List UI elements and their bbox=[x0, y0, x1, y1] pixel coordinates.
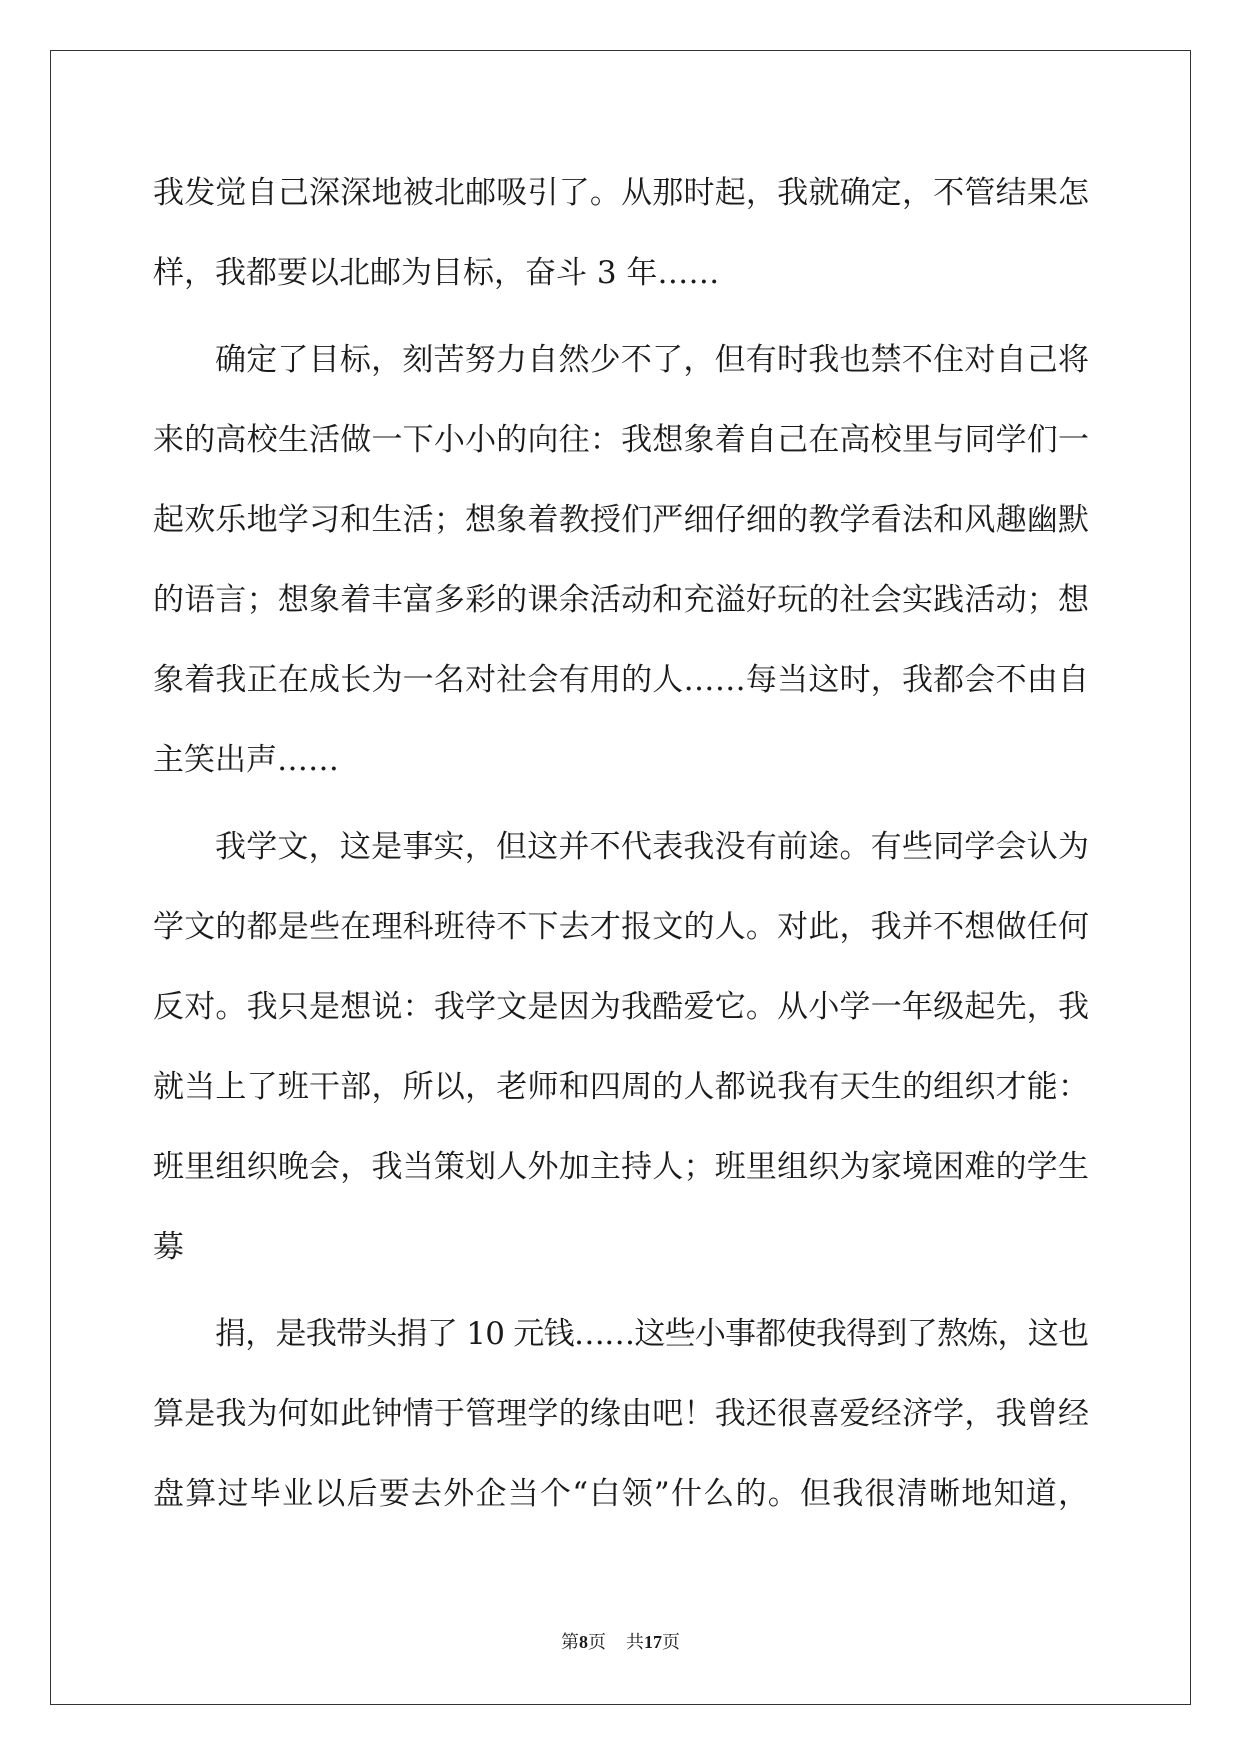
text-line: 我发觉自己深深地被北邮吸引了。从那时起，我就确定，不管结果怎 bbox=[153, 175, 1090, 211]
total-pages-indicator bbox=[626, 1632, 680, 1652]
text-line: 募 bbox=[153, 1229, 184, 1265]
text-line: 捐，是我带头捐了 10 元钱……这些小事都使我得到了熬炼，这也 bbox=[215, 1316, 1089, 1352]
paragraph bbox=[153, 320, 1089, 800]
text-line: 学文的都是些在理科班待不下去才报文的人。对此，我并不想做任何 bbox=[153, 909, 1090, 945]
page-label-suffix: 页 bbox=[588, 1632, 606, 1652]
text-line: 班里组织晚会，我当策划人外加主持人；班里组织为家境困难的学生 bbox=[153, 1149, 1090, 1185]
text-line: 主笑出声…… bbox=[153, 742, 339, 778]
text-line: 确定了目标，刻苦努力自然少不了，但有时我也禁不住对自己将 bbox=[215, 342, 1090, 378]
total-label-prefix: 共 bbox=[626, 1632, 644, 1652]
text-line: 起欢乐地学习和生活；想象着教授们严细仔细的教学看法和风趣幽默 bbox=[153, 502, 1090, 538]
page-footer bbox=[0, 1631, 1241, 1653]
text-line: 反对。我只是想说：我学文是因为我酷爱它。从小学一年级起先，我 bbox=[153, 989, 1090, 1025]
document-body bbox=[153, 153, 1089, 1534]
text-line: 算是我为何如此钟情于管理学的缘由吧！我还很喜爱经济学，我曾经 bbox=[153, 1396, 1090, 1432]
total-pages-number: 17 bbox=[644, 1632, 662, 1652]
text-line: 来的高校生活做一下小小的向往：我想象着自己在高校里与同学们一 bbox=[153, 422, 1090, 458]
text-line: 的语言；想象着丰富多彩的课余活动和充溢好玩的社会实践活动；想 bbox=[153, 582, 1090, 618]
current-page-indicator bbox=[561, 1632, 606, 1652]
current-page-number: 8 bbox=[579, 1632, 588, 1652]
text-line: 我学文，这是事实，但这并不代表我没有前途。有些同学会认为 bbox=[215, 829, 1090, 865]
page-label-prefix: 第 bbox=[561, 1632, 579, 1652]
text-line: 盘算过毕业以后要去外企当个“白领”什么的。但我很清晰地知道， bbox=[153, 1476, 1091, 1512]
text-line: 就当上了班干部，所以，老师和四周的人都说我有天生的组织才能： bbox=[153, 1069, 1090, 1105]
paragraph bbox=[153, 1294, 1089, 1534]
paragraph bbox=[153, 153, 1089, 313]
total-label-suffix: 页 bbox=[662, 1632, 680, 1652]
text-line: 样，我都要以北邮为目标，奋斗 3 年…… bbox=[153, 255, 720, 291]
paragraph bbox=[153, 807, 1089, 1287]
text-line: 象着我正在成长为一名对社会有用的人……每当这时，我都会不由自 bbox=[153, 662, 1090, 698]
